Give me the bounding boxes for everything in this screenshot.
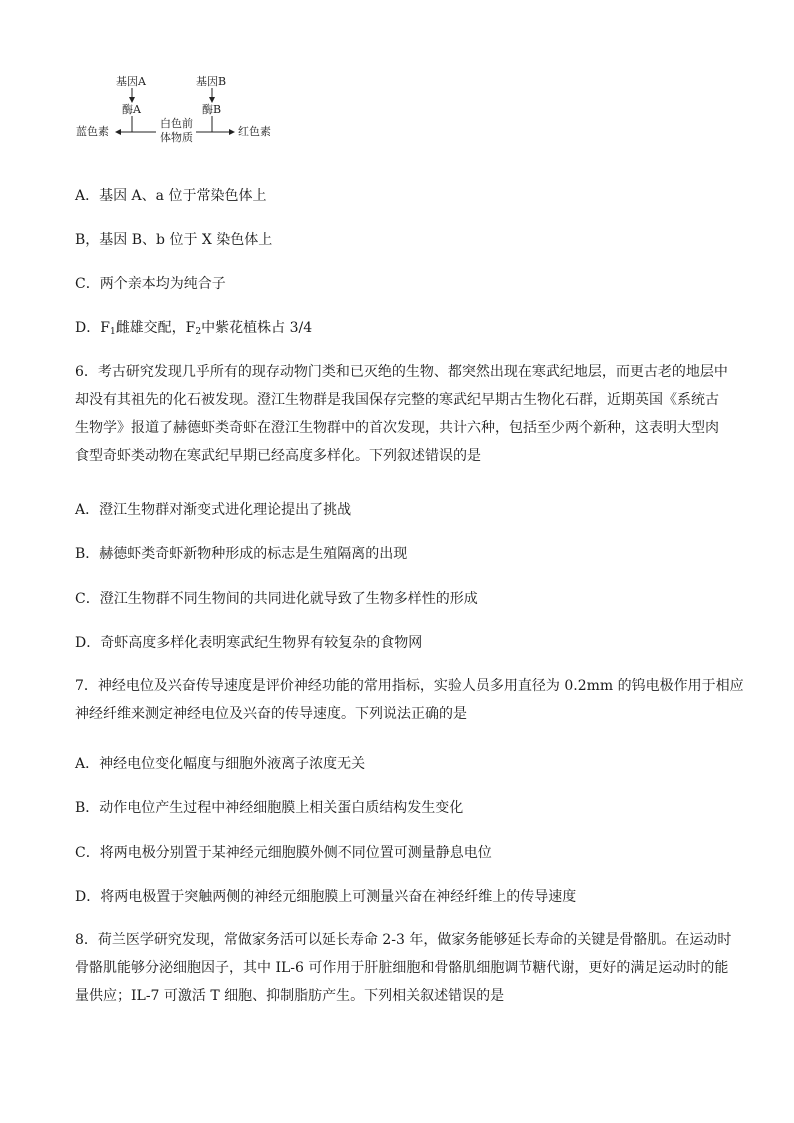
- label-red-pigment: 红色素: [238, 125, 271, 138]
- q5-option-d-post: 中紫花植株占 3/4: [201, 320, 313, 336]
- q7-option-a: A．神经电位变化幅度与细胞外液离子浓度无关: [75, 756, 366, 772]
- label-gene-b: 基因B: [196, 75, 227, 88]
- q6-option-d: D．奇虾高度多样化表明寒武纪生物界有较复杂的食物网: [75, 635, 423, 651]
- q6-stem-line: 却没有其祖先的化石被发现。澄江生物群是我国保存完整的寒武纪早期古生物化石群，近期英国《系统古: [75, 392, 719, 408]
- q5-option-d-pre: D．F: [75, 320, 110, 336]
- q5-option-c: C．两个亲本均为纯合子: [75, 276, 226, 292]
- q6-option-b: B．赫德虾类奇虾新物种形成的标志是生殖隔离的出现: [75, 546, 408, 562]
- q8-stem-line: 8．荷兰医学研究发现，常做家务活可以延长寿命 2-3 年，做家务能够延长寿命的关键是骨骼肌。在运动时: [75, 932, 732, 948]
- q6-option-c: C．澄江生物群不同生物间的共同进化就导致了生物多样性的形成: [75, 591, 478, 607]
- q5-option-a: A．基因 A、a 位于常染色体上: [75, 188, 267, 204]
- q8-stem: [75, 926, 732, 1010]
- pigment-pathway-diagram: [72, 74, 282, 146]
- q6-stem: [75, 358, 728, 470]
- q5-option-d-sub2: 2: [195, 327, 202, 337]
- label-gene-a: 基因A: [116, 75, 146, 88]
- q6-stem-line: 6．考古研究发现几乎所有的现存动物门类和已灭绝的生物、都突然出现在寒武纪地层，而更古老的地层中: [75, 364, 728, 380]
- q6-option-a: A．澄江生物群对渐变式进化理论提出了挑战: [75, 502, 352, 518]
- label-enzyme-b: 酶B: [202, 103, 222, 116]
- q7-option-b: B．动作电位产生过程中神经细胞膜上相关蛋白质结构发生变化: [75, 800, 464, 816]
- q5-option-d-mid: 雌雄交配，F: [115, 320, 196, 336]
- q5-option-d-sub1: 1: [109, 327, 116, 337]
- q7-option-c: C．将两电极分别置于某神经元细胞膜外侧不同位置可测量静息电位: [75, 845, 492, 861]
- q7-option-d: D．将两电极置于突触两侧的神经元细胞膜上可测量兴奋在神经纤维上的传导速度: [75, 889, 577, 905]
- q7-stem-line: 7．神经电位及兴奋传导速度是评价神经功能的常用指标，实验人员多用直径为 0.2mm 的钨电极作用于相应: [75, 678, 744, 694]
- q8-stem-line: 量供应；IL-7 可激活 T 细胞、抑制脂肪产生。下列相关叙述错误的是: [75, 988, 505, 1004]
- q5-option-b: B，基因 B、b 位于 X 染色体上: [75, 232, 273, 248]
- q6-stem-line: 生物学》报道了赫德虾类奇虾在澄江生物群中的首次发现，共计六种，包括至少两个新种，这表明大型肉: [75, 420, 719, 436]
- q8-stem-line: 骨骼肌能够分泌细胞因子，其中 IL-6 可作用于肝脏细胞和骨骼肌细胞调节糖代谢，更好的满足运动时的能: [75, 960, 729, 976]
- label-enzyme-a: 酶A: [122, 103, 141, 116]
- label-blue-pigment: 蓝色素: [76, 125, 109, 138]
- label-precursor-line1: 白色前: [160, 117, 193, 130]
- q6-stem-line: 食型奇虾类动物在寒武纪早期已经高度多样化。下列叙述错误的是: [75, 448, 481, 464]
- q5-option-d: [75, 318, 312, 338]
- q7-stem-line: 神经纤维来测定神经电位及兴奋的传导速度。下列说法正确的是: [75, 706, 467, 722]
- label-precursor-line2: 体物质: [160, 131, 193, 144]
- q7-stem: [75, 672, 744, 728]
